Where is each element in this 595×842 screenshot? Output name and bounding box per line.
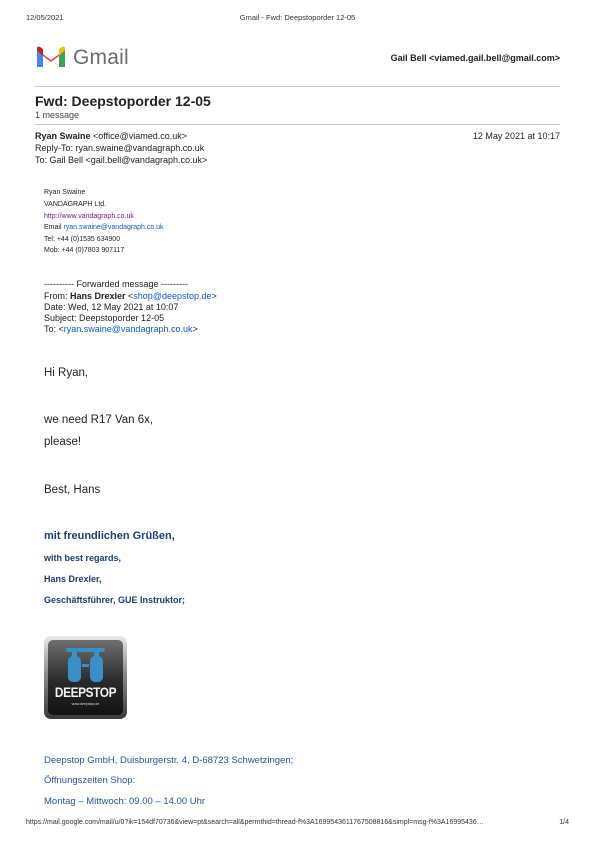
forward-from-lt: < bbox=[125, 291, 134, 301]
sig-email bbox=[44, 224, 164, 231]
reply-to: Reply-To: ryan.swaine@vandagraph.co.uk bbox=[35, 143, 205, 153]
forward-date: Date: Wed, 12 May 2021 at 10:07 bbox=[44, 302, 179, 312]
company-address: Deepstop GmbH, Duisburgerstr. 4, D-68723 Schwetzingen; bbox=[44, 755, 294, 766]
forward-from-name: Hans Drexler bbox=[70, 291, 126, 301]
tank-icon bbox=[60, 646, 111, 682]
body-line1: we need R17 Van 6x, bbox=[44, 414, 154, 426]
deepstop-logo-word: DEEPSTOP bbox=[54, 684, 117, 700]
sender-sig-line4: Geschäftsführer, GUE Instruktor; bbox=[44, 595, 186, 605]
company-hours: Montag – Mittwoch: 09.00 – 14.00 Uhr bbox=[44, 796, 206, 807]
forward-from-gt: > bbox=[211, 291, 217, 301]
print-page: 1/4 bbox=[559, 819, 569, 826]
deepstop-logo-tag: www.deepstop.de bbox=[71, 702, 100, 706]
forward-to-gt: > bbox=[192, 324, 198, 334]
sender-email: <office@viamed.co.uk> bbox=[93, 131, 188, 141]
forward-from-label: From: bbox=[44, 291, 70, 301]
account-label: Gail Bell <viamed.gail.bell@gmail.com> bbox=[390, 53, 560, 63]
deepstop-logo bbox=[44, 636, 127, 719]
message-count: 1 message bbox=[35, 110, 80, 120]
message-to: To: Gail Bell <gail.bell@vandagraph.co.uk> bbox=[35, 155, 208, 165]
body-greeting: Hi Ryan, bbox=[44, 367, 89, 379]
forward-divider: ---------- Forwarded message --------- bbox=[44, 279, 188, 289]
forward-to-email-link[interactable]: ryan.swaine@vandagraph.co.uk bbox=[63, 324, 193, 334]
sender-name: Ryan Swaine bbox=[35, 131, 91, 141]
sig-email-link[interactable]: ryan.swaine@vandagraph.co.uk bbox=[63, 224, 164, 231]
body-closing: Best, Hans bbox=[44, 484, 101, 496]
thread-subject: Fwd: Deepstoporder 12-05 bbox=[35, 93, 211, 109]
thread-divider bbox=[35, 124, 560, 125]
sig-company: VANDAGRAPH Ltd. bbox=[44, 201, 107, 208]
sig-website-link[interactable]: http://www.vandagraph.co.uk bbox=[44, 213, 134, 220]
forward-to bbox=[44, 324, 198, 334]
sig-email-label: Email bbox=[44, 224, 64, 231]
print-title: Gmail - Fwd: Deepstoporder 12-05 bbox=[239, 13, 356, 22]
print-url: https://mail.google.com/mail/u/0?ik=154df70736&view=pt&search=all&permthid=thread-f%3A1699543611767508816&simpl=msg-f%3A16995436… bbox=[26, 819, 484, 826]
sender-sig-line3: Hans Drexler, bbox=[44, 574, 102, 584]
sig-mob: Mob: +44 (0)7803 907117 bbox=[44, 247, 125, 254]
forward-from bbox=[44, 291, 217, 301]
sender-sig-line1: mit freundlichen Grüßen, bbox=[44, 530, 175, 542]
header-divider bbox=[35, 86, 560, 87]
forward-to-label: To: < bbox=[44, 324, 64, 334]
message-from bbox=[35, 131, 187, 141]
print-date: 12/05/2021 bbox=[26, 13, 64, 22]
company-hours-label: Öffnungszeiten Shop: bbox=[44, 775, 136, 786]
sig-tel: Tel: +44 (0)1535 634900 bbox=[44, 236, 121, 243]
gmail-logo-text: Gmail bbox=[73, 46, 129, 69]
message-date: 12 May 2021 at 10:17 bbox=[472, 131, 560, 141]
forward-from-email-link[interactable]: shop@deepstop.de bbox=[133, 291, 212, 301]
sender-sig-line2: with best regards, bbox=[44, 553, 122, 563]
forward-subject: Subject: Deepstoporder 12-05 bbox=[44, 313, 165, 323]
body-line2: please! bbox=[44, 436, 82, 448]
sig-name: Ryan Swaine bbox=[44, 189, 86, 196]
gmail-logo-icon bbox=[35, 45, 67, 69]
